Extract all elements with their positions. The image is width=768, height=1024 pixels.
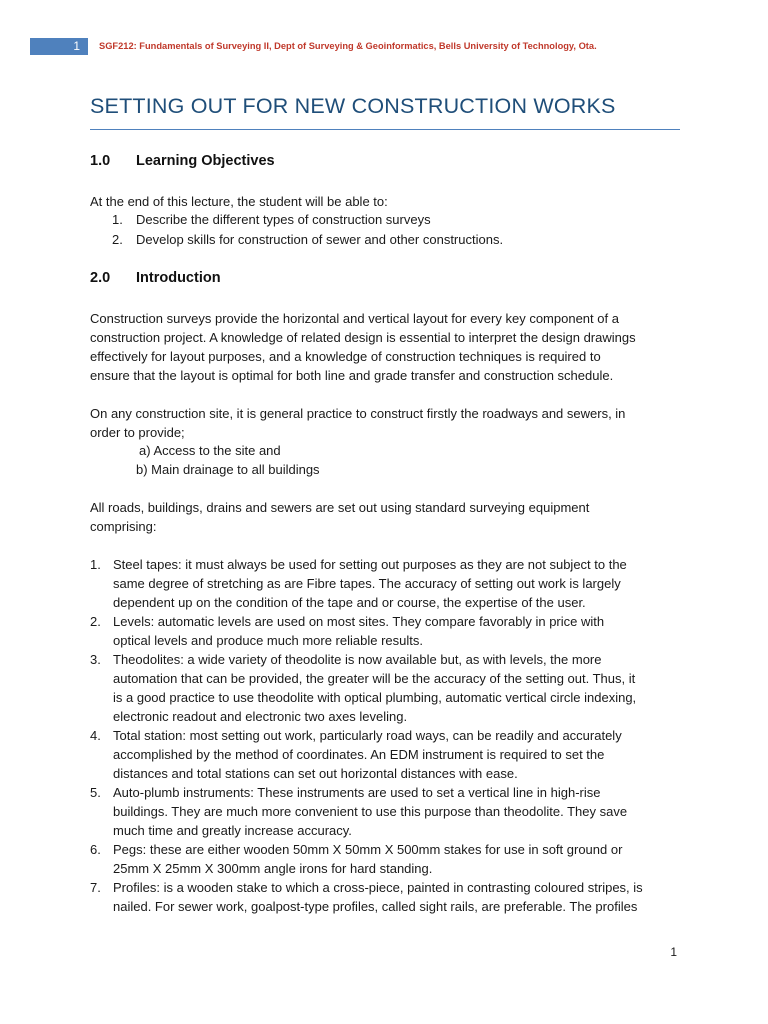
list-item <box>90 612 690 650</box>
list-line: much time and greatly increase accuracy. <box>113 823 352 838</box>
list-item <box>112 230 503 250</box>
paragraph-line: At the end of this lecture, the student will be able to: <box>90 194 388 209</box>
provision-item: b) Main drainage to all buildings <box>136 462 320 477</box>
list-line: 25mm X 25mm X 300mm angle irons for hard standing. <box>113 861 433 876</box>
paragraph-line: All roads, buildings, drains and sewers are set out using standard surveying equipment <box>90 500 590 515</box>
paragraph-line: comprising: <box>90 519 157 534</box>
page-title: SETTING OUT FOR NEW CONSTRUCTION WORKS <box>90 94 616 118</box>
list-line: Auto-plumb instruments: These instruments are used to set a vertical line in high-rise <box>113 785 601 800</box>
list-item <box>90 555 690 612</box>
paragraph-line: ensure that the layout is optimal for both line and grade transfer and construction schedule. <box>90 368 614 383</box>
list-line: Total station: most setting out work, particularly road ways, can be readily and accurately <box>113 728 622 743</box>
list-line: electronic readout and electronic two axes leveling. <box>113 709 408 724</box>
list-number: 1. <box>90 557 101 572</box>
list-text: Develop skills for construction of sewer and other constructions. <box>136 232 504 247</box>
objectives-intro <box>90 192 690 211</box>
header-course-line: SGF212: Fundamentals of Surveying II, Dept of Surveying & Geoinformatics, Bells University of Technology, Ota. <box>99 41 597 51</box>
list-line: Theodolites: a wide variety of theodolite is now available but, as with levels, the more <box>113 652 602 667</box>
list-line: same degree of stretching as are Fibre tapes. The accuracy of setting out work is largely <box>113 576 621 591</box>
paragraph-line: Construction surveys provide the horizontal and vertical layout for every key component of a <box>90 311 619 326</box>
list-item <box>90 726 690 783</box>
paragraph-line: order to provide; <box>90 425 185 440</box>
intro-paragraph-3 <box>90 498 690 536</box>
list-number: 5. <box>90 785 101 800</box>
list-line: is a good practice to use theodolite with optical plumbing, automatic vertical circle indexing, <box>113 690 637 705</box>
paragraph-line: construction project. A knowledge of related design is essential to interpret the design drawings <box>90 330 636 345</box>
list-line: automation that can be provided, the greater will be the accuracy of the setting out. Thus, it <box>113 671 636 686</box>
paragraph-line: effectively for layout purposes, and a knowledge of construction techniques is required to <box>90 349 601 364</box>
list-line: dependent up on the condition of the tape and or course, the expertise of the user. <box>113 595 586 610</box>
provision-item: a) Access to the site and <box>139 443 281 458</box>
list-line: Pegs: these are either wooden 50mm X 50mm X 500mm stakes for use in soft ground or <box>113 842 623 857</box>
list-line: Steel tapes: it must always be used for setting out purposes as they are not subject to the <box>113 557 627 572</box>
paragraph-line: On any construction site, it is general practice to construct firstly the roadways and sewers, in <box>90 406 626 421</box>
list-item <box>90 783 690 840</box>
list-item <box>90 878 690 916</box>
list-item <box>112 210 503 230</box>
list-item <box>90 840 690 878</box>
list-text: Describe the different types of construction surveys <box>136 212 431 227</box>
list-line: Profiles: is a wooden stake to which a cross-piece, painted in contrasting coloured stripes, is <box>113 880 643 895</box>
section-heading-learning-objectives <box>90 153 275 169</box>
list-number: 6. <box>90 842 101 857</box>
list-number: 4. <box>90 728 101 743</box>
list-line: Levels: automatic levels are used on most sites. They compare favorably in price with <box>113 614 605 629</box>
list-number: 2. <box>90 614 101 629</box>
footer-page-number: 1 <box>670 945 677 959</box>
list-number: 7. <box>90 880 101 895</box>
list-line: accomplished by the method of coordinates. An EDM instrument is required to set the <box>113 747 605 762</box>
section-heading-introduction <box>90 270 221 286</box>
header-page-number: 1 <box>30 38 88 55</box>
list-line: nailed. For sewer work, goalpost-type profiles, called sight rails, are preferable. The profiles <box>113 899 638 914</box>
intro-paragraph-2 <box>90 404 690 442</box>
equipment-list <box>90 555 690 916</box>
title-divider <box>90 129 680 130</box>
list-item <box>90 650 690 726</box>
list-number: 3. <box>90 652 101 667</box>
section-number: 2.0 <box>90 270 111 286</box>
list-line: buildings. They are much more convenient to use this purpose than theodolite. They save <box>113 804 628 819</box>
list-line: distances and total stations can set out horizontal distances with ease. <box>113 766 518 781</box>
section-number: 1.0 <box>90 153 111 169</box>
intro-paragraph-1 <box>90 309 690 385</box>
list-number: 2. <box>112 232 123 247</box>
section-title: Learning Objectives <box>136 153 275 169</box>
section-title: Introduction <box>136 270 221 286</box>
objectives-list <box>112 210 503 250</box>
list-line: optical levels and produce much more reliable results. <box>113 633 423 648</box>
list-number: 1. <box>112 212 123 227</box>
